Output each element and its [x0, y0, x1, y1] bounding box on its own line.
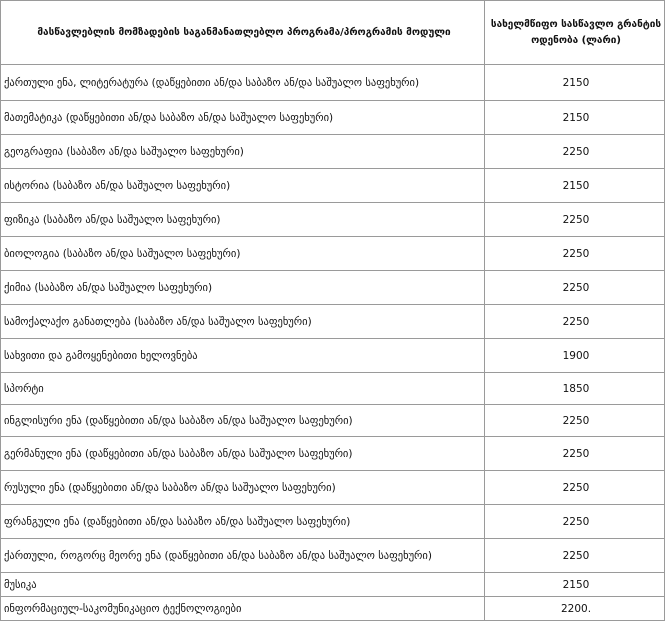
- amount-cell: 2150: [485, 169, 665, 203]
- amount-cell: 2250: [485, 437, 665, 471]
- program-cell: მათემატიკა (დაწყებითი ან/და საბაზო ან/და საშუალო საფეხური): [1, 101, 485, 135]
- program-cell: გერმანული ენა (დაწყებითი ან/და საბაზო ან/და საშუალო საფეხური): [1, 437, 485, 471]
- header-amount: სახელმწიფო სასწავლო გრანტის ოდენობა (ლარი): [485, 1, 665, 65]
- header-program: მასწავლებლის მომზადების საგანმანათლებლო პროგრამა/პროგრამის მოდული: [1, 1, 485, 65]
- amount-cell: 2250: [485, 271, 665, 305]
- amount-cell: 2250: [485, 305, 665, 339]
- amount-cell: 2150: [485, 573, 665, 597]
- table-row: [1, 339, 665, 373]
- amount-cell: 2250: [485, 539, 665, 573]
- amount-cell: 2250: [485, 135, 665, 169]
- program-cell: რუსული ენა (დაწყებითი ან/და საბაზო ან/და საშუალო საფეხური): [1, 471, 485, 505]
- amount-cell: 1900: [485, 339, 665, 373]
- table-row: [1, 573, 665, 597]
- amount-cell: 2150: [485, 65, 665, 101]
- table-row: [1, 237, 665, 271]
- program-cell: ქართული, როგორც მეორე ენა (დაწყებითი ან/და საბაზო ან/და საშუალო საფეხური): [1, 539, 485, 573]
- program-cell: ქართული ენა, ლიტერატურა (დაწყებითი ან/და საბაზო ან/და საშუალო საფეხური): [1, 65, 485, 101]
- program-cell: ფრანგული ენა (დაწყებითი ან/და საბაზო ან/და საშუალო საფეხური): [1, 505, 485, 539]
- table-row: [1, 405, 665, 437]
- table-row: [1, 373, 665, 405]
- table-row: [1, 305, 665, 339]
- table-row: [1, 437, 665, 471]
- amount-cell: 2200.: [485, 597, 665, 621]
- amount-cell: 2250: [485, 505, 665, 539]
- amount-cell: 2250: [485, 405, 665, 437]
- program-cell: ქიმია (საბაზო ან/და საშუალო საფეხური): [1, 271, 485, 305]
- table-row: [1, 135, 665, 169]
- program-cell: სახვითი და გამოყენებითი ხელოვნება: [1, 339, 485, 373]
- table-row: [1, 101, 665, 135]
- table-row: [1, 471, 665, 505]
- table-row: [1, 65, 665, 101]
- program-cell: ინგლისური ენა (დაწყებითი ან/და საბაზო ან/და საშუალო საფეხური): [1, 405, 485, 437]
- amount-cell: 2250: [485, 471, 665, 505]
- program-cell: ისტორია (საბაზო ან/და საშუალო საფეხური): [1, 169, 485, 203]
- program-cell: სპორტი: [1, 373, 485, 405]
- table-row: [1, 203, 665, 237]
- table-row: [1, 169, 665, 203]
- header-row: [1, 1, 665, 65]
- amount-cell: 2150: [485, 101, 665, 135]
- program-cell: სამოქალაქო განათლება (საბაზო ან/და საშუალო საფეხური): [1, 305, 485, 339]
- program-cell: გეოგრაფია (საბაზო ან/და საშუალო საფეხური): [1, 135, 485, 169]
- amount-cell: 1850: [485, 373, 665, 405]
- program-cell: ბიოლოგია (საბაზო ან/და საშუალო საფეხური): [1, 237, 485, 271]
- program-cell: მუსიკა: [1, 573, 485, 597]
- table-row: [1, 271, 665, 305]
- table-row: [1, 505, 665, 539]
- table-row: [1, 597, 665, 621]
- program-cell: ფიზიკა (საბაზო ან/და საშუალო საფეხური): [1, 203, 485, 237]
- table-row: [1, 539, 665, 573]
- program-cell: ინფორმაციულ-საკომუნიკაციო ტექნოლოგიები: [1, 597, 485, 621]
- amount-cell: 2250: [485, 203, 665, 237]
- amount-cell: 2250: [485, 237, 665, 271]
